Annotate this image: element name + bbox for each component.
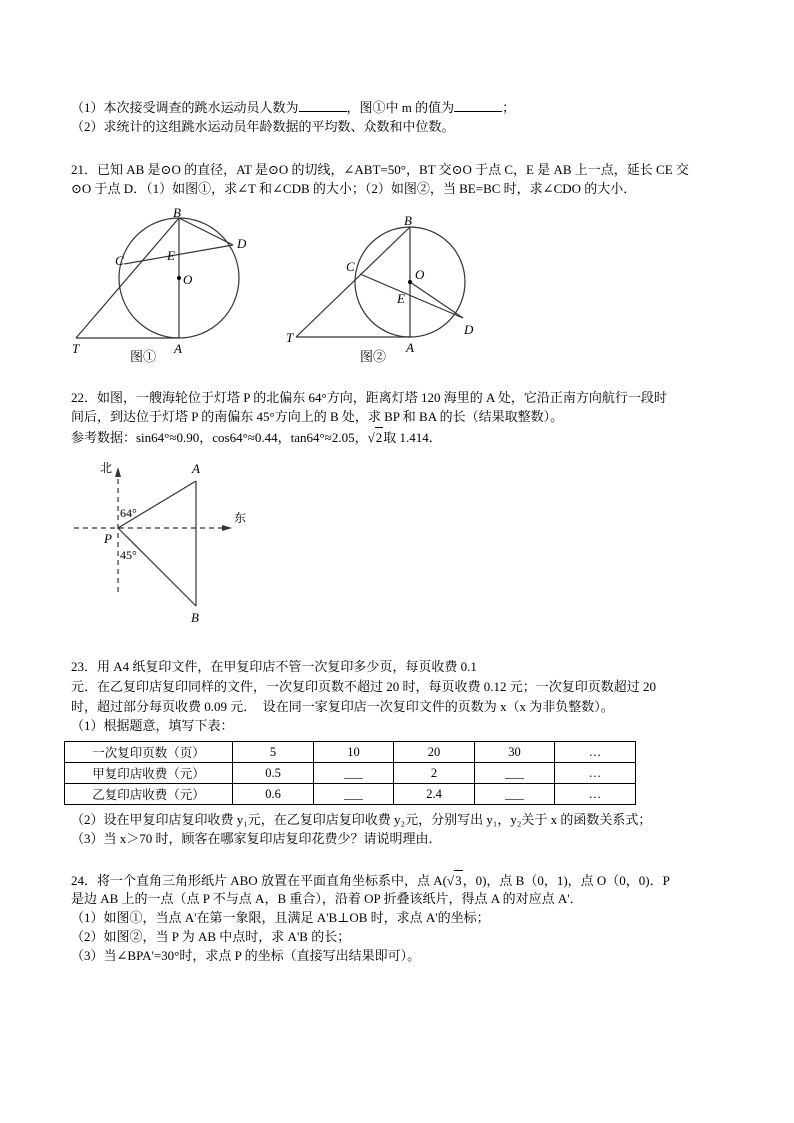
table-cell-blank: ___ <box>314 784 394 805</box>
table-cell: 5 <box>233 742 314 763</box>
label-d: D <box>464 322 474 337</box>
q22-line3: 参考数据：sin64°≈0.90，cos64°≈0.44，tan64°≈2.05，√2取 1.414． <box>71 427 442 447</box>
label-b: B <box>191 610 199 625</box>
q24-part3: （3）当∠BPA'=30°时，求点 P 的坐标（直接写出结果即可）。 <box>71 948 421 963</box>
label-p: P <box>104 531 112 546</box>
q20-part2: （2）求统计的这组跳水运动员年龄数据的平均数、众数和中位数。 <box>71 119 455 134</box>
figure-caption: 图② <box>360 349 387 364</box>
table-cell: 甲复印店收费（元） <box>65 763 233 784</box>
table-cell: 0.5 <box>233 763 314 784</box>
q22-figure <box>60 455 260 635</box>
q20-part1-text: （1）本次接受调查的跳水运动员人数为 <box>71 100 299 115</box>
q23-line2: 元．在乙复印店复印同样的文件，一次复印页数不超过 20 时，每页收费 0.12 元；一次复印页数超过 20 <box>71 679 657 694</box>
label-a: A <box>174 341 182 356</box>
label-a: A <box>192 461 200 476</box>
q23-part2: （2）设在甲复印店复印收费 y₁元，在乙复印店复印收费 y₂元，分别写出 y₁，y₂关于 x 的函数关系式； <box>71 812 652 827</box>
table-cell: … <box>555 763 636 784</box>
label-t: T <box>286 330 294 345</box>
q21-line1: 21．已知 AB 是⊙O 的直径，AT 是⊙O 的切线，∠ABT=50°，BT 交⊙O 于点 C，E 是 AB 上一点，延长 CE 交 <box>71 162 689 177</box>
q23-line1: 23．用 A4 纸复印文件，在甲复印店不管一次复印多少页，每页收费 0.1 <box>71 659 477 674</box>
label-t: T <box>72 341 80 356</box>
q22-line1: 22．如图，一艘海轮位于灯塔 P 的北偏东 64°方向，距离灯塔 120 海里的 A 处，它沿正南方向航行一段时 <box>71 390 667 405</box>
answer-blank <box>454 99 502 112</box>
q23-part3: （3）当 x＞70 时，顾客在哪家复印店复印花费少？请说明理由． <box>71 831 442 846</box>
q23-line3: 时，超过部分每页收费 0.09 元． 设在同一家复印店一次复印文件的页数为 x（x 为非负整数）。 <box>71 699 614 714</box>
q21-figure-2 <box>280 205 480 365</box>
sqrt-radicand: 2 <box>375 427 384 447</box>
q24-text-b: ，0)，点 B（0，1)，点 O（0，0)．P <box>462 873 670 888</box>
table-cell: 乙复印店收费（元） <box>65 784 233 805</box>
table-cell: 2.4 <box>394 784 475 805</box>
label-e: E <box>397 291 405 306</box>
table-row <box>65 784 636 805</box>
east-label: 东 <box>234 511 247 525</box>
table-cell: 0.6 <box>233 784 314 805</box>
q24-part2: （2）如图②，当 P 为 AB 中点时，求 A'B 的长； <box>71 929 351 944</box>
q24-part1: （1）如图①，当点 A'在第一象限，且满足 A'B⊥OB 时，求点 A'的坐标； <box>71 910 490 925</box>
label-a: A <box>406 340 414 355</box>
q22-ref-text: 参考数据：sin64°≈0.90，cos64°≈0.44，tan64°≈2.05， <box>71 430 368 445</box>
label-b: B <box>404 213 412 228</box>
table-cell-blank: ___ <box>475 763 555 784</box>
label-b: B <box>173 205 181 220</box>
north-label: 北 <box>100 461 113 475</box>
q24-text: 24．将一个直角三角形纸片 ABO 放置在平面直角坐标系中，点 A( <box>71 873 447 888</box>
table-row <box>65 763 636 784</box>
label-c: C <box>115 253 124 268</box>
table-cell: … <box>555 784 636 805</box>
label-o: O <box>183 272 193 287</box>
q20-part1-text-b: ，图①中 m 的值为 <box>346 100 455 115</box>
table-cell: 10 <box>314 742 394 763</box>
answer-blank <box>299 99 347 112</box>
table-row <box>65 742 636 763</box>
q24-line1: 24．将一个直角三角形纸片 ABO 放置在平面直角坐标系中，点 A(√3，0)，点 B（0，1)，点 O（0，0)．P <box>71 870 670 890</box>
label-e: E <box>167 248 175 263</box>
q23-part1: （1）根据题意，填写下表： <box>71 718 234 733</box>
q24-line2: 是边 AB 上的一点（点 P 不与点 A，B 重合），沿着 OP 折叠该纸片，得点 A 的对应点 A'． <box>71 891 583 906</box>
label-c: C <box>346 259 355 274</box>
q20-part1 <box>71 98 515 117</box>
label-o: O <box>415 267 425 282</box>
sqrt-radicand: 3 <box>454 870 463 890</box>
table-cell-blank: ___ <box>314 763 394 784</box>
table-cell-blank: ___ <box>475 784 555 805</box>
q22-line2: 间后，到达位于灯塔 P 的南偏东 45°方向上的 B 处，求 BP 和 BA 的长（结果取整数）。 <box>71 409 564 424</box>
fee-table <box>64 741 636 805</box>
figure-caption: 图① <box>130 349 157 364</box>
table-cell: 2 <box>394 763 475 784</box>
q21-figure-1 <box>60 205 260 365</box>
q21-line2: ⊙O 于点 D．（1）如图①，求∠T 和∠CDB 的大小；（2）如图②，当 BE=BC 时，求∠CDO 的大小． <box>71 181 637 196</box>
table-cell: 30 <box>475 742 555 763</box>
q20-part1-text-c: ； <box>502 100 516 115</box>
label-d: D <box>237 236 247 251</box>
table-cell: 20 <box>394 742 475 763</box>
angle-45-label: 45° <box>120 548 137 562</box>
q22-ref-text-b: 取 1.414． <box>383 430 442 445</box>
table-cell: … <box>555 742 636 763</box>
table-cell: 一次复印页数（页） <box>65 742 233 763</box>
angle-64-label: 64° <box>120 506 137 520</box>
